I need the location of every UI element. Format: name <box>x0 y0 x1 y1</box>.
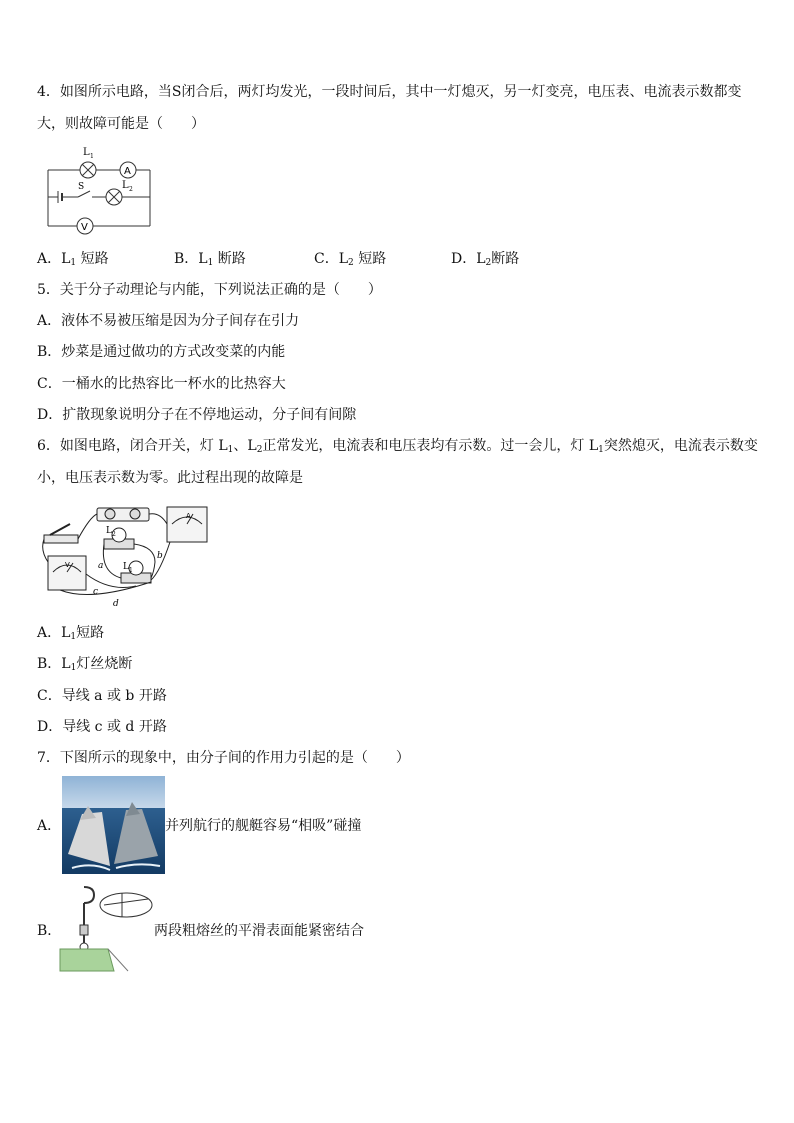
q7-option-a-letter[interactable]: A． <box>37 818 62 834</box>
q7-option-b-letter[interactable]: B． <box>37 923 62 939</box>
q4-options <box>37 248 597 270</box>
q5-option-c[interactable]: C．一桶水的比热容比一杯水的比热容大 <box>37 376 286 392</box>
q4-circuit-diagram <box>40 142 155 237</box>
q6-fig-ammeter-label: A <box>186 512 191 520</box>
q4-option-c[interactable]: C．$L_2$ 短路 <box>314 251 387 268</box>
q5-option-d[interactable]: D．扩散现象说明分子在不停地运动，分子间有间隙 <box>37 407 357 423</box>
q4-option-a[interactable]: A．$L_1$ 短路 <box>37 251 109 268</box>
q4-fig-voltmeter-label: V <box>81 222 88 233</box>
q7-stem: 7．下图所示的现象中，由分子间的作用力引起的是（ ） <box>37 750 410 766</box>
svg-text:2: 2 <box>129 186 133 193</box>
q7-option-a-warships-image <box>62 776 165 874</box>
q6-stem-line1: 6．如图电路，闭合开关，灯 $L_1$、$L_2$正常发光，电流表和电压表均有示数。过一会儿，灯 $L_1$突然熄灭，电流表示数变 <box>37 438 758 455</box>
svg-text:1: 1 <box>129 567 133 574</box>
q6-fig-l1-label: L <box>123 562 129 572</box>
q6-option-d[interactable]: D．导线 c 或 d 开路 <box>37 719 167 735</box>
q5-stem: 5．关于分子动理论与内能，下列说法正确的是（ ） <box>37 282 382 298</box>
q6-option-b[interactable]: B．$L_1$灯丝烧断 <box>37 656 133 673</box>
q4-stem-line2: 大，则故障可能是（ ） <box>37 116 205 132</box>
q4-option-b[interactable]: B．$L_1$ 断路 <box>174 251 246 268</box>
q6-stem-line2: 小，电压表示数为零。此过程出现的故障是 <box>37 470 303 486</box>
q4-stem-line1: 4．如图所示电路，当S闭合后，两灯均发光，一段时间后，其中一灯熄灭，另一灯变亮，电压表、电流表示数都变 <box>37 84 742 100</box>
q6-option-a[interactable]: A．$L_1$短路 <box>37 625 105 642</box>
q6-fig-l2-label: L <box>106 526 112 536</box>
q6-fig-voltmeter-label: V <box>65 561 70 569</box>
q4-option-d[interactable]: D．$L_2$断路 <box>451 251 520 268</box>
svg-text:1: 1 <box>90 153 94 160</box>
q7-option-b-fuse-wire-image <box>56 883 156 973</box>
q4-fig-switch-label: S <box>78 182 85 192</box>
q7-option-b-text[interactable]: 两段粗熔丝的平滑表面能紧密结合 <box>154 923 364 939</box>
q4-fig-ammeter-label: A <box>124 166 131 177</box>
q6-circuit-photo-diagram <box>40 502 215 612</box>
q7-option-a-text[interactable]: 并列航行的舰艇容易“相吸”碰撞 <box>165 818 362 834</box>
q4-fig-l1-label: L <box>83 147 90 158</box>
q4-fig-l2-label: L <box>122 180 129 191</box>
svg-text:2: 2 <box>112 531 116 538</box>
q5-option-b[interactable]: B．炒菜是通过做功的方式改变菜的内能 <box>37 344 286 360</box>
q6-fig-wire-c: c <box>93 587 99 597</box>
q6-fig-wire-d: d <box>113 599 119 609</box>
q6-fig-wire-b: b <box>157 551 163 561</box>
q6-fig-wire-a: a <box>98 561 104 571</box>
q5-option-a[interactable]: A．液体不易被压缩是因为分子间存在引力 <box>37 313 300 329</box>
q6-option-c[interactable]: C．导线 a 或 b 开路 <box>37 688 167 704</box>
